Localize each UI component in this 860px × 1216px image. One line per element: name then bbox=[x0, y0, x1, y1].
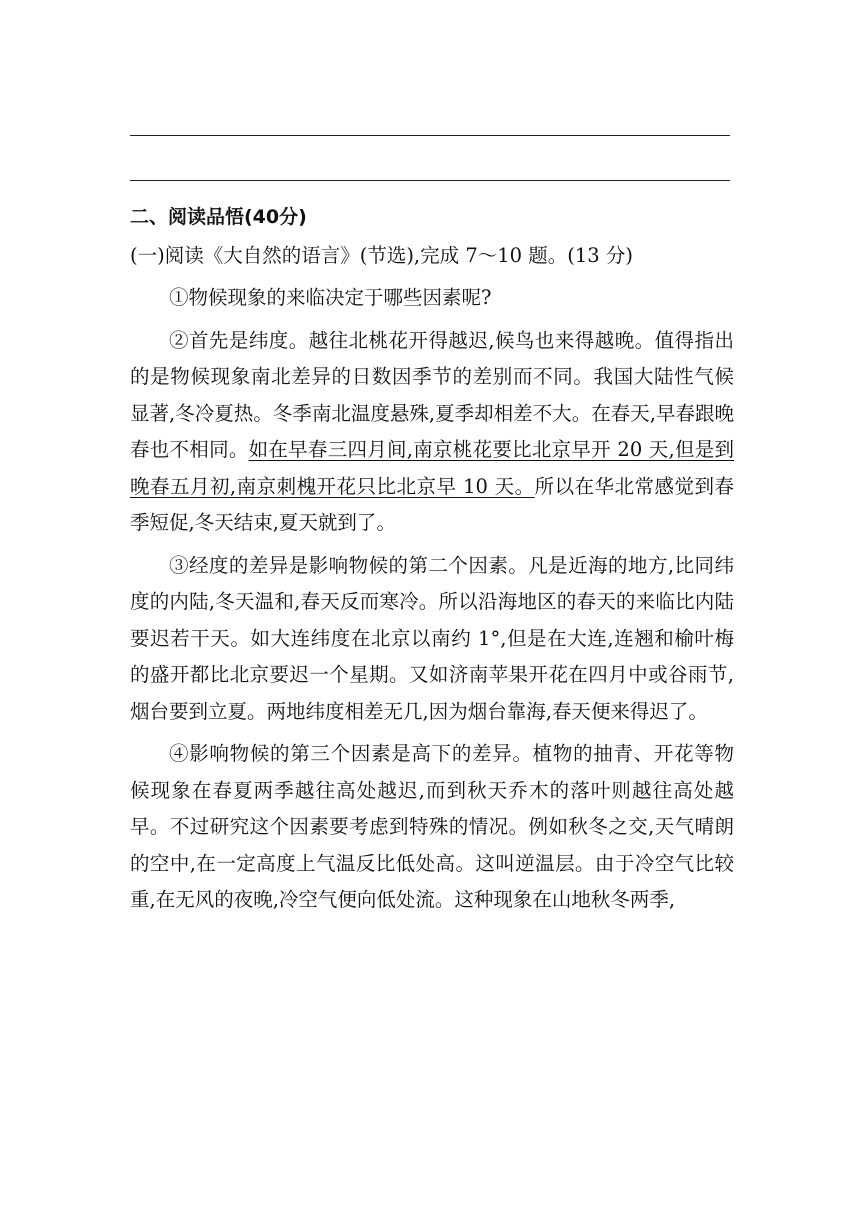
paragraph-1: ①物候现象的来临决定于哪些因素呢? bbox=[169, 286, 492, 309]
question-instruction: (一)阅读《大自然的语言》(节选),完成 7～10 题。(13 分) bbox=[130, 243, 633, 267]
paragraph-2 bbox=[130, 323, 734, 542]
answer-line bbox=[130, 135, 730, 136]
paragraph-2-ending: 所以在华北常感觉到春季短促,冬天结束,夏天就到了。 bbox=[130, 474, 734, 534]
paragraph-2-text: ②首先是纬度。越往北桃花开得越迟,候鸟也来得越晚。值得指出的是物候现象南北差异的日数因季节的差别而不同。我国大陆性气候显著,冬冷夏热。冬季南北温度悬殊,夏季却相差不大。在春天,早春跟晚春也不相同。 bbox=[130, 328, 734, 461]
answer-line bbox=[130, 180, 730, 181]
paragraph-4: ④影响物候的第三个因素是高下的差异。植物的抽青、开花等物候现象在春夏两季越往高处越迟,而到秋天乔木的落叶则越往高处越早。不过研究这个因素要考虑到特殊的情况。例如秋冬之交,天气晴朗的空中,在一定高度上气温反比低处高。这叫逆温层。由于冷空气比较重,在无风的夜晚,冷空气便向低处流。这种现象在山地秋冬两季, bbox=[130, 742, 734, 911]
underlined-sentence: 如在早春三四月间,南京桃花要比北京早开 20 天,但是到晚春五月初,南京刺槐开花只比北京早 10 天。 bbox=[130, 438, 734, 498]
reading-section bbox=[130, 199, 734, 925]
section-heading: 二、阅读品悟(40分) bbox=[130, 206, 307, 228]
paragraph-3: ③经度的差异是影响物候的第二个因素。凡是近海的地方,比同纬度的内陆,冬天温和,春天反而寒冷。所以沿海地区的春天的来临比内陆要迟若干天。如大连纬度在北京以南约 1°,但是在大连,连翘和榆叶梅的盛开都比北京要迟一个星期。又如济南苹果开花在四月中或谷雨节,烟台要到立夏。两地纬度相差无几,因为烟台靠海,春天便来得迟了。 bbox=[130, 553, 734, 723]
